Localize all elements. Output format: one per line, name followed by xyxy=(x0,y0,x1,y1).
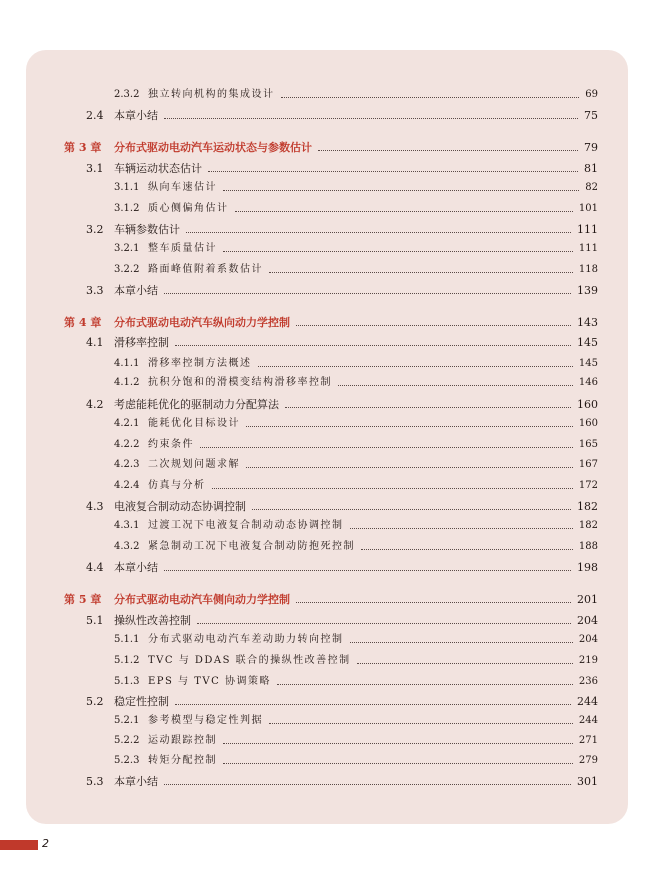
toc-title: 路面峰值附着系数估计 xyxy=(148,264,263,275)
toc-page-number: 188 xyxy=(578,541,598,552)
toc-title: 能耗优化目标设计 xyxy=(148,418,240,429)
toc-subsection-row[interactable] xyxy=(0,752,664,770)
toc-leader-dots xyxy=(164,570,571,571)
toc-section-row[interactable] xyxy=(0,282,664,300)
toc-leader-dots xyxy=(285,407,571,408)
toc-section-row[interactable] xyxy=(0,693,664,711)
toc-title: 参考模型与稳定性判据 xyxy=(148,715,263,726)
toc-subsection-row[interactable] xyxy=(0,477,664,495)
toc-page-number: 145 xyxy=(578,358,598,369)
toc-page-number: 204 xyxy=(578,634,598,645)
toc-page-number: 101 xyxy=(578,203,598,214)
toc-subsection-row[interactable] xyxy=(0,538,664,556)
toc-leader-dots xyxy=(269,723,573,724)
toc-title: 操纵性改善控制 xyxy=(114,614,191,627)
toc-page-number: 198 xyxy=(577,561,598,574)
toc-leader-dots xyxy=(318,150,578,151)
toc-leader-dots xyxy=(350,642,573,643)
toc-title: 滑移率控制 xyxy=(114,336,169,349)
toc-number: 5.1.2 xyxy=(114,655,140,666)
toc-subsection-row[interactable] xyxy=(0,712,664,730)
toc-title: 本章小结 xyxy=(114,109,158,122)
toc-page-number: 172 xyxy=(578,480,598,491)
toc-title: 约束条件 xyxy=(148,439,194,450)
toc-subsection-row[interactable] xyxy=(0,355,664,373)
toc-page-number: 118 xyxy=(578,264,598,275)
toc-number: 2.4 xyxy=(86,109,104,122)
toc-title: 抗积分饱和的滑模变结构滑移率控制 xyxy=(148,377,332,388)
toc-title: 转矩分配控制 xyxy=(148,755,217,766)
toc-title: 仿真与分析 xyxy=(148,480,206,491)
toc-title: EPS 与 TVC 协调策略 xyxy=(148,676,271,687)
toc-page-number: 201 xyxy=(577,593,598,606)
toc-leader-dots xyxy=(296,602,571,603)
toc-title: 紧急制动工况下电液复合制动防抱死控制 xyxy=(148,541,355,552)
toc-title: 滑移率控制方法概述 xyxy=(148,358,252,369)
toc-number: 5.2 xyxy=(86,695,104,708)
toc-title: 分布式驱动电动汽车侧向动力学控制 xyxy=(114,593,290,606)
toc-page-number: 145 xyxy=(577,336,598,349)
toc-number: 3.2.1 xyxy=(114,243,140,254)
toc-title: 稳定性控制 xyxy=(114,695,169,708)
toc-title: 二次规划问题求解 xyxy=(148,459,240,470)
toc-subsection-row[interactable] xyxy=(0,261,664,279)
toc-subsection-row[interactable] xyxy=(0,436,664,454)
toc-leader-dots xyxy=(223,251,573,252)
toc-leader-dots xyxy=(223,190,579,191)
toc-page-number: 182 xyxy=(577,500,598,513)
toc-page-number: 244 xyxy=(578,715,598,726)
toc-number: 4.4 xyxy=(86,561,104,574)
toc-title: 纵向车速估计 xyxy=(148,182,217,193)
toc-section-row[interactable] xyxy=(0,498,664,516)
toc-number: 4.3 xyxy=(86,500,104,513)
toc-subsection-row[interactable] xyxy=(0,673,664,691)
toc-title: 运动跟踪控制 xyxy=(148,735,217,746)
toc-number: 4.2 xyxy=(86,398,104,411)
toc-subsection-row[interactable] xyxy=(0,374,664,392)
toc-title: 质心侧偏角估计 xyxy=(148,203,229,214)
toc-leader-dots xyxy=(269,272,573,273)
toc-page-number: 167 xyxy=(578,459,598,470)
toc-number: 4.3.2 xyxy=(114,541,140,552)
toc-page-number: 244 xyxy=(577,695,598,708)
page-number: 2 xyxy=(42,837,49,850)
toc-title: 过渡工况下电液复合制动动态协调控制 xyxy=(148,520,344,531)
toc-leader-dots xyxy=(208,171,578,172)
toc-title: 独立转向机构的集成设计 xyxy=(148,89,275,100)
toc-number: 5.1 xyxy=(86,614,104,627)
toc-page-number: 139 xyxy=(577,284,598,297)
toc-title: 分布式驱动电动汽车差动助力转向控制 xyxy=(148,634,344,645)
toc-number: 4.3.1 xyxy=(114,520,140,531)
toc-leader-dots xyxy=(197,623,571,624)
toc-leader-dots xyxy=(175,345,571,346)
toc-number: 3.1 xyxy=(86,162,104,175)
toc-section-row[interactable] xyxy=(0,612,664,630)
toc-page-number: 182 xyxy=(578,520,598,531)
toc-title: TVC 与 DDAS 联合的操纵性改善控制 xyxy=(148,655,351,666)
toc-subsection-row[interactable] xyxy=(0,415,664,433)
toc-page-number: 204 xyxy=(577,614,598,627)
toc-leader-dots xyxy=(357,663,573,664)
toc-subsection-row[interactable] xyxy=(0,456,664,474)
toc-leader-dots xyxy=(223,743,573,744)
toc-leader-dots xyxy=(338,385,573,386)
toc-leader-dots xyxy=(281,97,579,98)
toc-title: 本章小结 xyxy=(114,775,158,788)
toc-subsection-row[interactable] xyxy=(0,732,664,750)
toc-number: 第 3 章 xyxy=(64,141,102,154)
toc-leader-dots xyxy=(235,211,573,212)
toc-title: 车辆参数估计 xyxy=(114,223,180,236)
toc-leader-dots xyxy=(164,118,578,119)
toc-number: 5.2.2 xyxy=(114,735,140,746)
toc-leader-dots xyxy=(296,325,571,326)
toc-leader-dots xyxy=(252,509,571,510)
toc-page-number: 165 xyxy=(578,439,598,450)
toc-number: 3.1.2 xyxy=(114,203,140,214)
toc-leader-dots xyxy=(258,366,573,367)
toc-subsection-row[interactable] xyxy=(0,240,664,258)
toc-chapter-row[interactable] xyxy=(0,314,664,332)
toc-page-number: 301 xyxy=(577,775,598,788)
toc-leader-dots xyxy=(175,704,571,705)
toc-subsection-row[interactable] xyxy=(0,179,664,197)
toc-leader-dots xyxy=(350,528,573,529)
toc-number: 4.2.4 xyxy=(114,480,140,491)
toc-page-number: 79 xyxy=(584,141,598,154)
toc-section-row[interactable] xyxy=(0,334,664,352)
toc-subsection-row[interactable] xyxy=(0,86,664,104)
toc-section-row[interactable] xyxy=(0,396,664,414)
toc-leader-dots xyxy=(361,549,573,550)
toc-subsection-row[interactable] xyxy=(0,652,664,670)
toc-number: 5.3 xyxy=(86,775,104,788)
toc-number: 第 5 章 xyxy=(64,593,102,606)
toc-page-number: 160 xyxy=(578,418,598,429)
toc-number: 3.1.1 xyxy=(114,182,140,193)
toc-number: 2.3.2 xyxy=(114,89,140,100)
toc-leader-dots xyxy=(277,684,573,685)
toc-page-number: 219 xyxy=(578,655,598,666)
toc-number: 5.1.1 xyxy=(114,634,140,645)
toc-chapter-row[interactable] xyxy=(0,591,664,609)
toc-page-number: 146 xyxy=(578,377,598,388)
toc-section-row[interactable] xyxy=(0,773,664,791)
toc-leader-dots xyxy=(186,232,571,233)
toc-number: 5.2.1 xyxy=(114,715,140,726)
toc-subsection-row[interactable] xyxy=(0,631,664,649)
toc-number: 3.3 xyxy=(86,284,104,297)
toc-leader-dots xyxy=(223,763,573,764)
toc-section-row[interactable] xyxy=(0,221,664,239)
toc-page-number: 236 xyxy=(578,676,598,687)
toc-number: 3.2 xyxy=(86,223,104,236)
toc-section-row[interactable] xyxy=(0,559,664,577)
toc-number: 4.2.1 xyxy=(114,418,140,429)
toc-leader-dots xyxy=(246,467,573,468)
toc-page-number: 271 xyxy=(578,735,598,746)
toc-page-number: 81 xyxy=(584,162,598,175)
toc-subsection-row[interactable] xyxy=(0,517,664,535)
toc-page-number: 69 xyxy=(585,89,598,100)
toc-number: 3.2.2 xyxy=(114,264,140,275)
toc-section-row[interactable] xyxy=(0,107,664,125)
toc-number: 第 4 章 xyxy=(64,316,102,329)
toc-leader-dots xyxy=(164,784,571,785)
toc-number: 4.1.2 xyxy=(114,377,140,388)
toc-page-number: 143 xyxy=(577,316,598,329)
toc-page-number: 82 xyxy=(585,182,598,193)
toc-page-number: 111 xyxy=(578,243,598,254)
toc-title: 电液复合制动动态协调控制 xyxy=(114,500,246,513)
toc-title: 分布式驱动电动汽车运动状态与参数估计 xyxy=(114,141,312,154)
toc-number: 4.2.3 xyxy=(114,459,140,470)
toc-number: 4.2.2 xyxy=(114,439,140,450)
toc-number: 5.1.3 xyxy=(114,676,140,687)
toc-number: 4.1 xyxy=(86,336,104,349)
toc-leader-dots xyxy=(200,447,573,448)
toc-title: 车辆运动状态估计 xyxy=(114,162,202,175)
toc-title: 整车质量估计 xyxy=(148,243,217,254)
toc-subsection-row[interactable] xyxy=(0,200,664,218)
toc-number: 5.2.3 xyxy=(114,755,140,766)
toc-page-number: 111 xyxy=(577,223,598,236)
toc-page-number: 279 xyxy=(578,755,598,766)
toc-title: 本章小结 xyxy=(114,284,158,297)
toc-section-row[interactable] xyxy=(0,160,664,178)
toc-chapter-row[interactable] xyxy=(0,139,664,157)
toc-title: 考虑能耗优化的驱制动力分配算法 xyxy=(114,398,279,411)
toc-leader-dots xyxy=(164,293,571,294)
toc-page-number: 75 xyxy=(584,109,598,122)
footer-accent-bar xyxy=(0,840,38,850)
toc-number: 4.1.1 xyxy=(114,358,140,369)
toc-title: 本章小结 xyxy=(114,561,158,574)
toc-leader-dots xyxy=(246,426,573,427)
toc-page-number: 160 xyxy=(577,398,598,411)
toc-title: 分布式驱动电动汽车纵向动力学控制 xyxy=(114,316,290,329)
toc-leader-dots xyxy=(212,488,573,489)
